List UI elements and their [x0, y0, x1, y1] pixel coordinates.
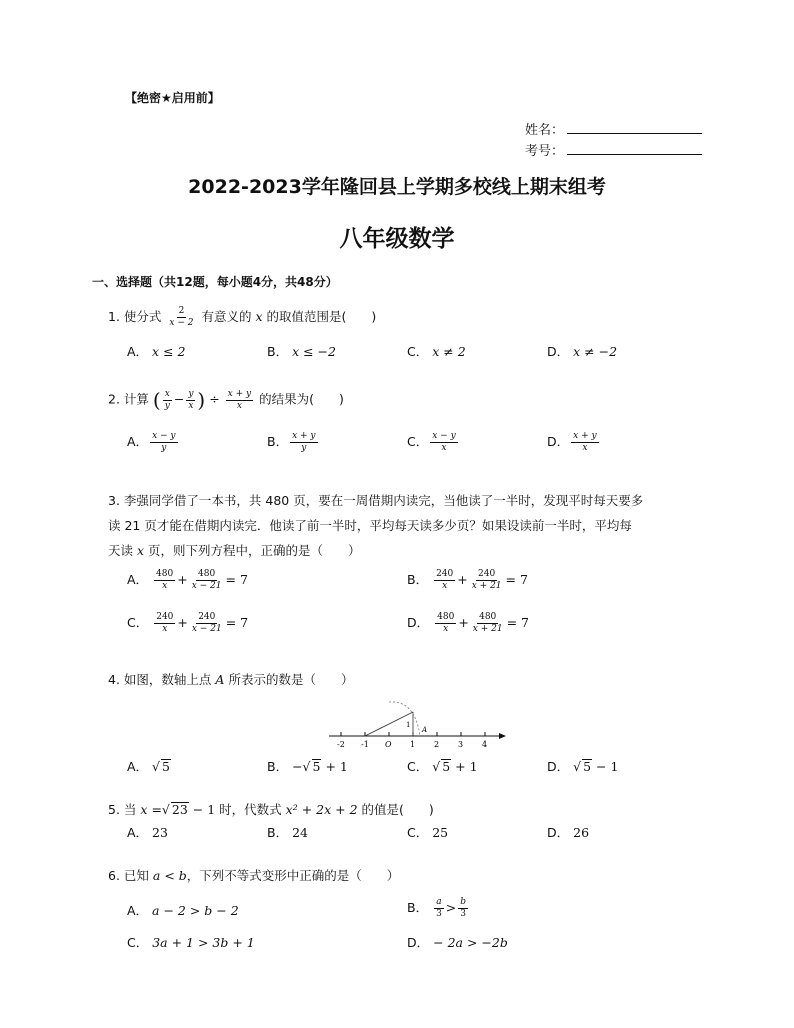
q4-option-d[interactable]: D． √ 5 − 1 — [547, 759, 619, 774]
tick-label: 4 — [482, 740, 488, 749]
q2-option-a[interactable]: A． $\frac{x - y}{y}$ — [127, 431, 176, 453]
q1-option-d[interactable]: D． x ≠ −2 — [547, 344, 618, 359]
question-text: 时，代数式 — [219, 802, 282, 817]
height-label: 1 — [406, 721, 411, 729]
question-number: 3. — [108, 493, 120, 508]
question-1 — [108, 306, 376, 329]
q5-option-c[interactable]: C． 25 — [407, 825, 449, 840]
question-text: 有意义的 — [201, 309, 252, 324]
question-text: 计算 — [123, 391, 149, 407]
q6-option-c[interactable]: C． 3a + 1 > 3b + 1 — [127, 935, 255, 950]
q1-option-a[interactable]: A． x ≤ 2 — [127, 344, 186, 359]
tick-label: -1 — [361, 740, 369, 749]
question-text: 的结果为( ) — [259, 391, 344, 407]
compass-arc — [389, 702, 420, 736]
question-6: 6. 已知 a < b，下列不等式变形中正确的是（ ） — [108, 868, 400, 883]
exam-number-field-line[interactable] — [567, 154, 702, 155]
tick-label: O — [385, 740, 392, 749]
exam-number-label: 考号： — [525, 144, 565, 159]
question-3-line-3: 天读 x 页，则下列方程中，正确的是（ ） — [108, 543, 361, 558]
question-text: 如图，数轴上点 — [123, 672, 212, 687]
q3-option-b[interactable]: B． $\frac{240}{x}$ + $\frac{240}{x + 21}$ = 7 — [407, 569, 528, 591]
q2-option-c[interactable]: C． $\frac{x - y}{x}$ — [407, 431, 456, 453]
question-text: 已知 — [123, 868, 149, 883]
point-a-label: A — [422, 726, 428, 734]
tick-label: 3 — [458, 740, 464, 749]
question-text: 使分式 — [123, 309, 162, 324]
question-5: 5. 当 x =√ 23 − 1 时，代数式 x² + 2x + 2 的值是( ) — [108, 802, 434, 817]
axis-arrow — [499, 733, 506, 739]
question-4 — [108, 670, 353, 688]
question-text: 的值是( ) — [361, 802, 434, 817]
tick-label: 2 — [434, 740, 440, 749]
q6-option-a[interactable]: A． a − 2 > b − 2 — [127, 903, 239, 918]
tick-label: -2 — [337, 740, 345, 749]
q3-option-a[interactable]: A． $\frac{480}{x}$ + $\frac{480}{x - 21}$ = 7 — [127, 569, 248, 591]
q4-option-a[interactable]: A． √ 5 — [127, 759, 170, 774]
question-number: 6. — [108, 868, 120, 883]
q5-option-d[interactable]: D． 26 — [547, 825, 590, 840]
q6-option-d[interactable]: D． − 2a > −2b — [407, 935, 508, 950]
q2-option-d[interactable]: D． $\frac{x + y}{x}$ — [547, 431, 597, 453]
q3-option-c[interactable]: C． $\frac{240}{x}$ + $\frac{240}{x - 21}$ = 7 — [127, 612, 249, 634]
number-line-figure — [325, 696, 510, 752]
q5-option-b[interactable]: B． 24 — [267, 825, 308, 840]
fraction: $\frac{2}{x - 2}$ — [169, 306, 194, 328]
variable: x — [255, 309, 263, 324]
confidential-tag: 【绝密★启用前】 — [125, 91, 220, 105]
question-text: ，下列不等式变形中正确的是（ ） — [186, 868, 400, 883]
q1-option-c[interactable]: C． x ≠ 2 — [407, 344, 466, 359]
question-text: 所表示的数是（ ） — [228, 672, 354, 687]
tick-label: 1 — [410, 740, 416, 749]
question-number: 4. — [108, 672, 120, 687]
q5-option-a[interactable]: A． 23 — [127, 825, 168, 840]
variable: A — [215, 672, 225, 687]
question-3-line-2: 读 21 页才能在借期内读完．他读了前一半时，平均每天读多少页？如果设读前一半时，平均每 — [108, 518, 632, 533]
name-field-line[interactable] — [567, 133, 702, 134]
question-3 — [108, 491, 643, 509]
question-number: 1. — [108, 309, 120, 324]
question-number: 5. — [108, 802, 120, 817]
q4-option-c[interactable]: C． √ 5 + 1 — [407, 759, 478, 774]
q6-option-b[interactable]: B． $\frac{a}{3}$ > $\frac{b}{3}$ — [407, 897, 467, 919]
question-text: 李强同学借了一本书，共 480 页，要在一周借期内读完，当他读了一半时，发现平时每天要多 — [123, 493, 644, 508]
q2-option-b[interactable]: B． $\frac{x + y}{y}$ — [267, 431, 316, 453]
section-heading: 一、选择题（共12题，每小题4分，共48分） — [92, 275, 338, 289]
q4-option-b[interactable]: B． −√ 5 + 1 — [267, 759, 348, 774]
q1-option-b[interactable]: B． x ≤ −2 — [267, 344, 336, 359]
question-number: 2. — [108, 391, 120, 407]
question-text: 的取值范围是( ) — [266, 309, 377, 324]
exam-title: 2022-2023学年隆回县上学期多校线上期末组考 — [188, 176, 606, 198]
question-2: 2. 计算 ( $\frac{x}{y}$ − $\frac{y}{x}$ ) ÷ $\frac{x + y}{x}$ 的结果为( ) — [108, 388, 344, 412]
question-text: 当 — [123, 802, 137, 817]
name-label: 姓名： — [525, 123, 565, 138]
subject-title: 八年级数学 — [339, 226, 455, 252]
q3-option-d[interactable]: D． $\frac{480}{x}$ + $\frac{480}{x + 21}$ = 7 — [407, 612, 529, 634]
